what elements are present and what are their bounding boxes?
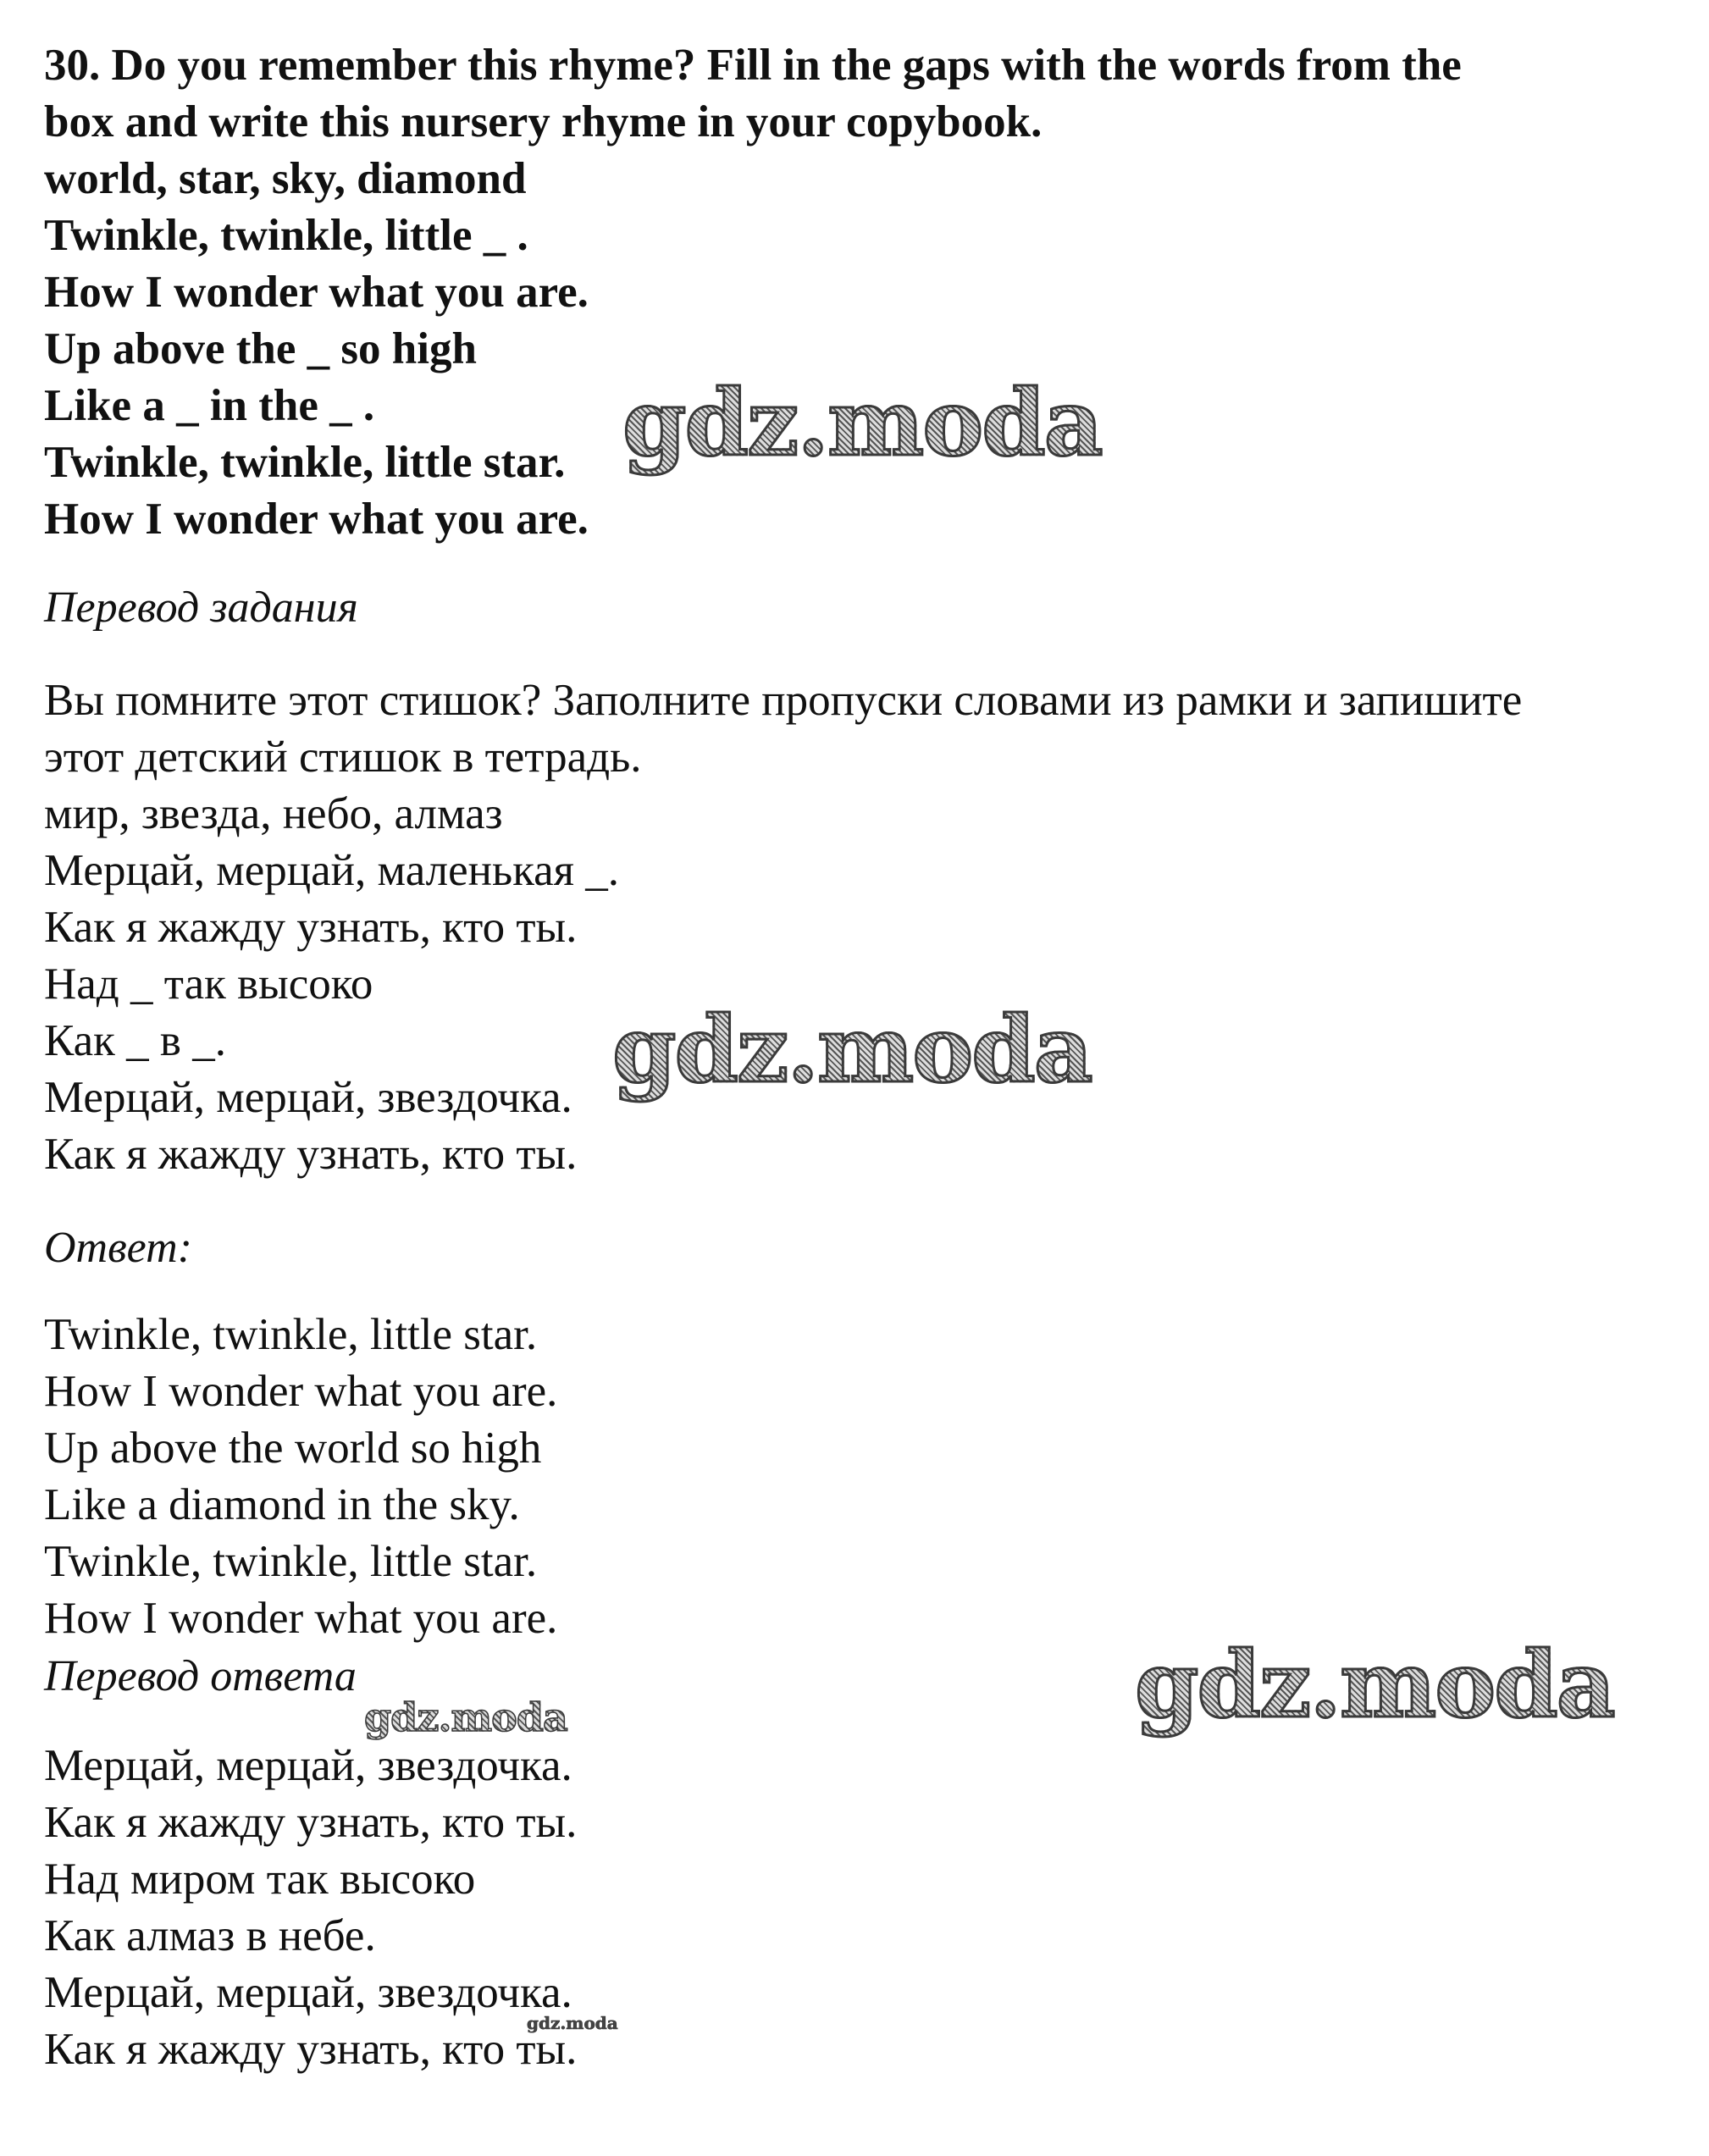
task-line: 30. Do you remember this rhyme? Fill in the gaps with the words from the — [44, 41, 1462, 90]
answer-translation-line: Над миром так высоко — [44, 1855, 476, 1904]
answer-translation-line: Как алмаз в небе. — [44, 1911, 376, 1960]
answer-block — [44, 1307, 1687, 1647]
answer-translation-line: Мерцай, мерцай, звездочка. — [44, 1968, 572, 2017]
answer-line: Like a diamond in the sky. — [44, 1480, 520, 1529]
rhyme-line: Twinkle, twinkle, little _ . — [44, 211, 528, 260]
translation-line: Над _ так высоко — [44, 959, 373, 1009]
translation-task-heading: Перевод задания — [44, 583, 358, 632]
rhyme-line: How I wonder what you are. — [44, 495, 589, 544]
answer-line: Twinkle, twinkle, little star. — [44, 1537, 538, 1586]
rhyme-line: Like a _ in the _ . — [44, 381, 375, 430]
word-box-line: world, star, sky, diamond — [44, 154, 527, 203]
watermark-logo: gdz.moda — [1135, 1632, 1614, 1739]
answer-heading: Ответ: — [44, 1224, 192, 1272]
task-line: box and write this nursery rhyme in your copybook. — [44, 97, 1043, 146]
translation-line: Мерцай, мерцай, звездочка. — [44, 1073, 572, 1122]
translation-line: Мерцай, мерцай, маленькая _. — [44, 846, 620, 895]
watermark-logo: gdz.moda — [612, 997, 1092, 1103]
answer-line: How I wonder what you are. — [44, 1367, 558, 1416]
translation-line: Как _ в _. — [44, 1016, 226, 1065]
rhyme-line: How I wonder what you are. — [44, 268, 589, 317]
answer-line: How I wonder what you are. — [44, 1594, 558, 1643]
rhyme-line: Twinkle, twinkle, little star. — [44, 438, 566, 487]
translation-line: Как я жажду узнать, кто ты. — [44, 1130, 578, 1179]
answer-translation-line: Как я жажду узнать, кто ты. — [44, 1798, 578, 1847]
translation-task-block — [44, 672, 1687, 1183]
watermark-logo: gdz.moda — [527, 2013, 618, 2033]
answer-line: Up above the world so high — [44, 1424, 542, 1473]
translation-line: мир, звезда, небо, алмаз — [44, 789, 503, 838]
answer-translation-line: Мерцай, мерцай, звездочка. — [44, 1741, 572, 1790]
translation-line: этот детский стишок в тетрадь. — [44, 732, 642, 782]
watermark-logo: gdz.moda — [364, 1694, 567, 1740]
translation-line: Вы помните этот стишок? Заполните пропуски словами из рамки и запишите — [44, 676, 1523, 725]
translation-line: Как я жажду узнать, кто ты. — [44, 903, 578, 952]
answer-translation-heading: Перевод ответа — [44, 1652, 357, 1700]
rhyme-line: Up above the _ so high — [44, 324, 477, 373]
answer-translation-line: Как я жажду узнать, кто ты. — [44, 2025, 578, 2074]
watermark-logo: gdz.moda — [622, 370, 1102, 477]
answer-translation-block — [44, 1738, 1687, 2078]
answer-line: Twinkle, twinkle, little star. — [44, 1310, 538, 1359]
